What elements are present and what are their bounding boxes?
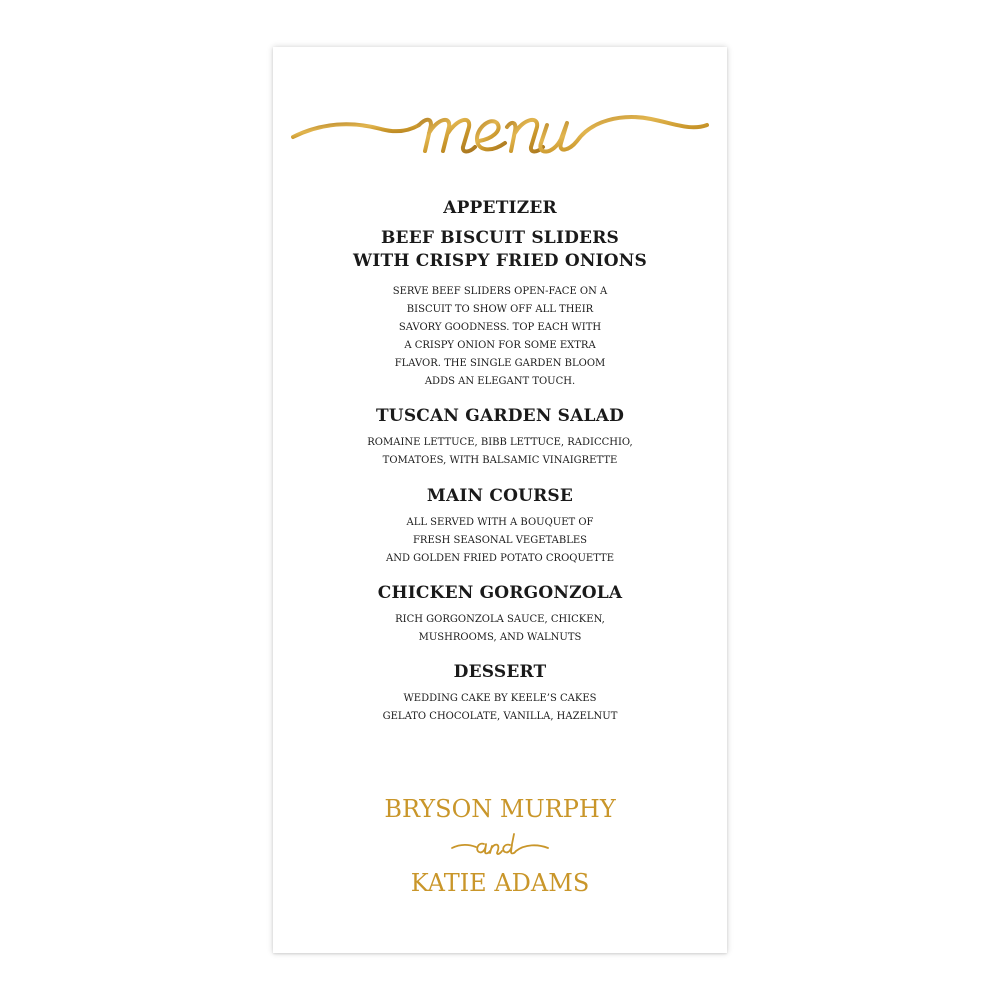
menu-card: [273, 47, 727, 953]
appetizer-heading: APPETIZER: [443, 198, 557, 218]
salad-description: ROMAINE LETTUCE, BIBB LETTUCE, RADICCHIO, TOMATOES, WITH BALSAMIC VINAIGRETTE: [367, 437, 633, 466]
couple-names: [273, 794, 727, 898]
dessert-description: WEDDING CAKE BY KEELE’S CAKES GELATO CHOCOLATE, VANILLA, HAZELNUT: [382, 693, 618, 722]
name-one: BRYSON MURPHY: [384, 795, 616, 823]
name-two: KATIE ADAMS: [410, 869, 590, 897]
entree-description: RICH GORGONZOLA SAUCE, CHICKEN, MUSHROOMS, AND WALNUTS: [395, 614, 605, 643]
menu-script-title: [291, 95, 709, 165]
and-script: [273, 824, 727, 868]
appetizer-description: SERVE BEEF SLIDERS OPEN-FACE ON A BISCUIT TO SHOW OFF ALL THEIR SAVORY GOODNESS. TOP EACH WITH A CRISPY ONION FOR SOME EXTRA FLAVOR. THE SINGLE GARDEN BLOOM ADDS AN ELEGANT TOUCH.: [392, 286, 608, 387]
entree-heading: CHICKEN GORGONZOLA: [377, 583, 623, 603]
main-course-description: ALL SERVED WITH A BOUQUET OF FRESH SEASONAL VEGETABLES AND GOLDEN FRIED POTATO CROQUETTE: [385, 517, 615, 564]
dessert-heading: DESSERT: [453, 662, 547, 682]
and-script-art: [450, 828, 550, 864]
salad-heading: TUSCAN GARDEN SALAD: [375, 406, 625, 426]
menu-content: [273, 197, 727, 726]
appetizer-dish-title: BEEF BISCUIT SLIDERS WITH CRISPY FRIED ONIONS: [353, 228, 647, 271]
menu-script-title-art: [291, 95, 709, 165]
main-course-heading: MAIN COURSE: [426, 486, 574, 506]
